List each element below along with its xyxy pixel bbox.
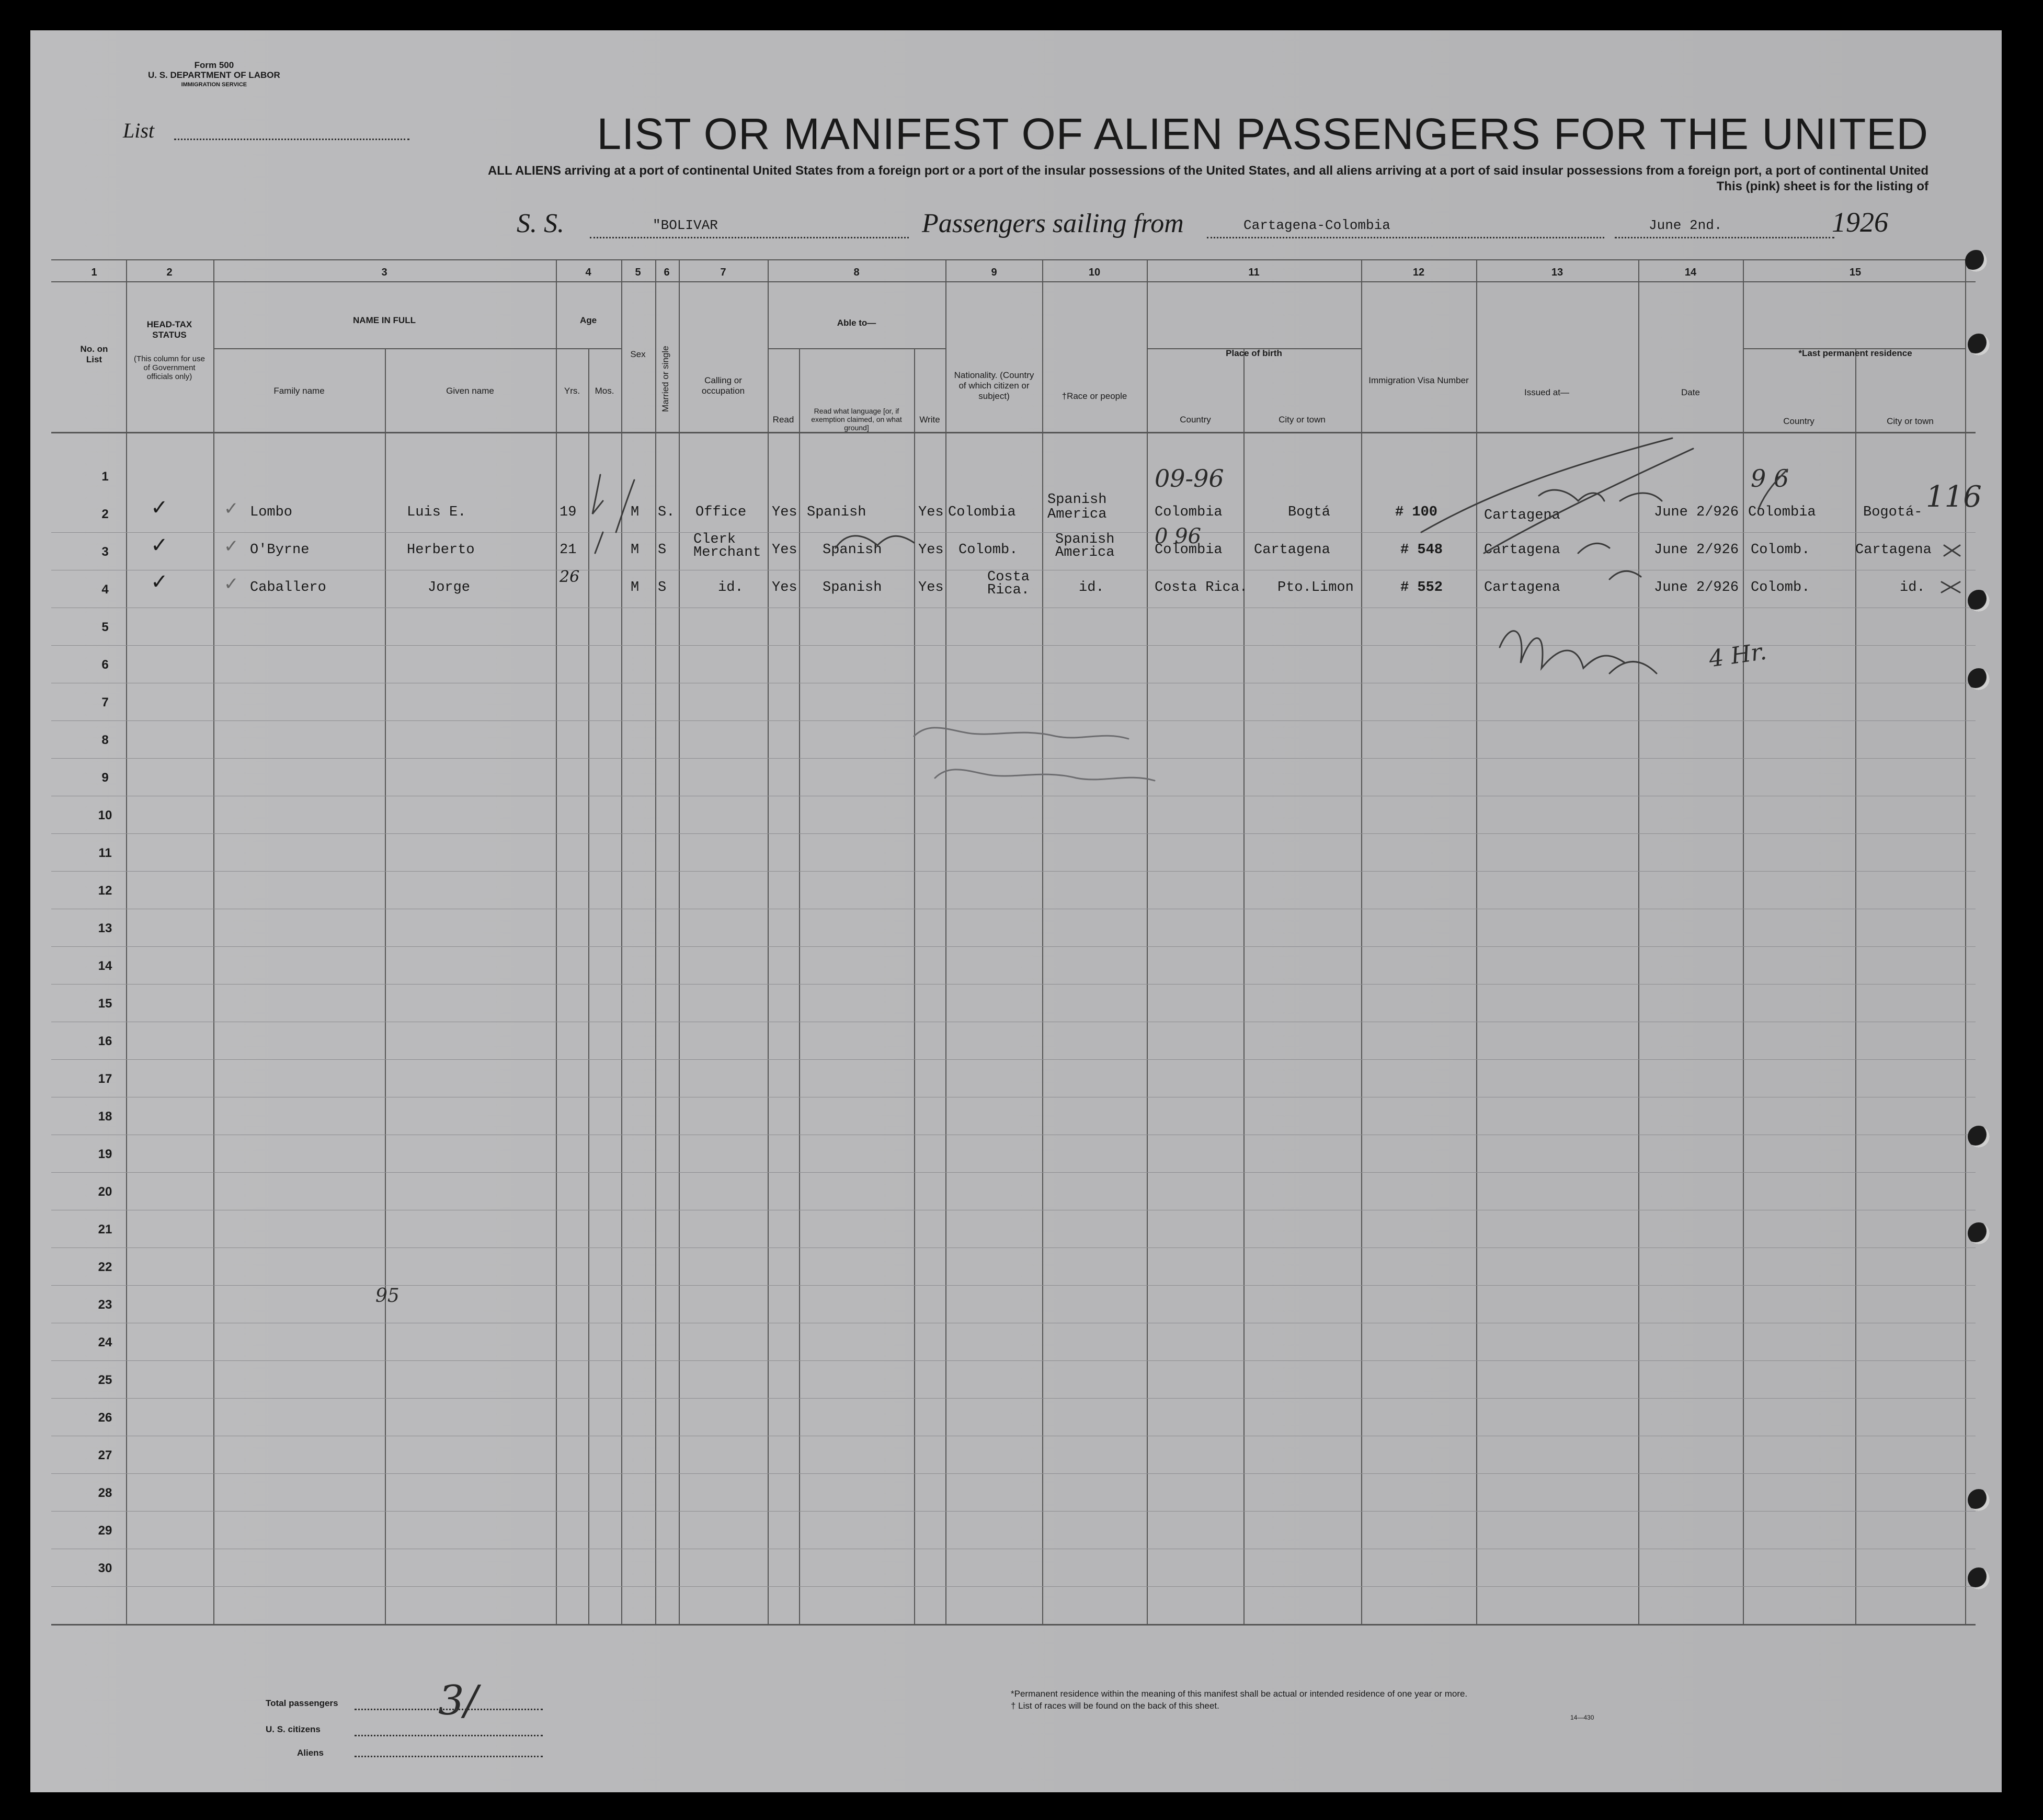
header-visa: Immigration Visa Number — [1368, 375, 1469, 385]
footnote-residence: *Permanent residence within the meaning of this manifest shall be actual or intended residence of one year or more. — [1011, 1689, 1468, 1699]
form-code: 14—430 — [1570, 1714, 1594, 1721]
page-title: LIST OR MANIFEST OF ALIEN PASSENGERS FOR THE UNITED — [597, 109, 1928, 158]
passenger-2-marital: S — [658, 542, 667, 558]
handwritten-note: 116 — [1926, 480, 1982, 514]
passenger-1-given: Luis E. — [407, 505, 466, 520]
pen-stroke — [1578, 543, 1610, 553]
passenger-3-marital: S — [658, 580, 667, 596]
colnum-7: 7 — [720, 267, 726, 278]
ss-label: S. S. — [517, 209, 564, 238]
passenger-3-read: Yes — [772, 580, 797, 596]
passenger-3-language: Spanish — [823, 580, 882, 596]
check-mark-icon: ✓ — [151, 570, 168, 594]
subtitle-line-2: This (pink) sheet is for the listing of — [1716, 179, 1928, 193]
row-number: 29 — [98, 1524, 112, 1538]
header-last-residence: *Last permanent residence — [1798, 348, 1912, 358]
passenger-1-marital: S. — [658, 505, 675, 520]
passenger-2-write: Yes — [918, 542, 944, 558]
header-nationality: Nationality. (Country of which citizen or subject) — [954, 370, 1034, 401]
pen-stroke — [935, 770, 1155, 781]
binder-hole — [1968, 334, 1990, 356]
colnum-8: 8 — [853, 267, 860, 278]
passenger-3-res-country: Colomb. — [1751, 580, 1810, 596]
passenger-3-nationality: Costa Rica. — [987, 569, 1030, 598]
row-number: 10 — [98, 808, 112, 822]
passenger-3-race: id. — [1079, 580, 1104, 596]
row-number: 11 — [98, 846, 112, 860]
passenger-2-date: June 2/926 — [1654, 542, 1739, 558]
row-number: 22 — [98, 1260, 112, 1274]
check-mark-icon: ✓ — [224, 498, 239, 519]
passenger-3-date: June 2/926 — [1654, 580, 1739, 596]
row-number: 12 — [98, 884, 112, 898]
check-mark-icon: ✓ — [224, 536, 239, 557]
sailing-year: 1926 — [1832, 207, 1888, 238]
passenger-1-visa: # 100 — [1395, 505, 1438, 520]
header-sex: Sex — [630, 349, 646, 359]
sailing-label: Passengers sailing from — [922, 209, 1184, 238]
handwritten-total: 3/ — [438, 1677, 478, 1724]
colnum-11: 11 — [1248, 267, 1260, 278]
passenger-3-write: Yes — [918, 580, 944, 596]
passenger-3-occupation: id. — [718, 580, 744, 596]
passenger-2-read: Yes — [772, 542, 797, 558]
row-number: 4 — [101, 582, 109, 597]
passenger-2-nationality: Colomb. — [958, 542, 1018, 558]
header-married: Married or single — [660, 346, 670, 412]
passenger-1-nationality: Colombia — [948, 505, 1016, 520]
row-number: 18 — [98, 1109, 112, 1124]
colnum-4: 4 — [585, 267, 591, 278]
handwriting-strokes — [30, 30, 2002, 1792]
colnum-1: 1 — [91, 267, 97, 278]
check-mark-icon: ✓ — [224, 574, 239, 594]
passenger-3-birth-city: Pto.Limon — [1277, 580, 1354, 596]
header-race: †Race or people — [1062, 391, 1127, 401]
passenger-3-sex: M — [631, 580, 640, 596]
header-birth-city: City or town — [1279, 415, 1326, 425]
binder-hole — [1968, 1567, 1990, 1589]
check-mark-icon: ✓ — [151, 533, 168, 557]
passenger-1-birth-city: Bogtá — [1288, 505, 1331, 520]
colnum-13: 13 — [1551, 267, 1563, 278]
passenger-1-language: Spanish — [807, 505, 866, 520]
row-number: 15 — [98, 997, 112, 1011]
passenger-1-sex: M — [631, 505, 640, 520]
passenger-3-family: Caballero — [250, 580, 326, 596]
passenger-2-race: Spanish America — [1055, 532, 1115, 560]
colnum-3: 3 — [381, 267, 387, 278]
row-number: 3 — [101, 545, 109, 559]
passenger-2-age: 21 — [560, 542, 577, 558]
passenger-3-res-city: id. — [1900, 580, 1925, 596]
total-passengers-blank — [355, 1709, 543, 1710]
form-number: Form 500 — [194, 60, 234, 70]
pen-stroke — [595, 532, 603, 553]
row-number: 2 — [101, 507, 109, 521]
row-number: 17 — [98, 1072, 112, 1086]
row-number: 19 — [98, 1147, 112, 1161]
pen-stroke — [914, 728, 1128, 739]
passenger-2-given: Herberto — [407, 542, 475, 558]
passenger-2-issued-at: Cartagena — [1484, 542, 1560, 558]
row-number: 13 — [98, 921, 112, 935]
passenger-1-family: Lombo — [250, 505, 293, 520]
header-able-to: Able to— — [837, 318, 876, 328]
pen-stroke — [1610, 662, 1657, 674]
colnum-9: 9 — [991, 267, 997, 278]
header-given-name: Given name — [446, 386, 494, 396]
header-head-tax: HEAD-TAX STATUS — [146, 319, 192, 340]
passenger-3-age: 26 — [560, 568, 580, 586]
passenger-1-date: June 2/926 — [1654, 505, 1739, 520]
passenger-3-visa: # 552 — [1400, 580, 1443, 596]
row-number: 25 — [98, 1373, 112, 1387]
passenger-2-visa: # 548 — [1400, 542, 1443, 558]
departure-port: Cartagena-Colombia — [1243, 218, 1390, 233]
aliens-label: Aliens — [297, 1748, 324, 1758]
pen-strokes — [592, 438, 1960, 673]
row-number: 30 — [98, 1561, 112, 1575]
list-label: List — [123, 119, 155, 142]
colnum-15: 15 — [1849, 267, 1862, 278]
header-issued-at: Issued at— — [1524, 387, 1569, 397]
us-citizens-label: U. S. citizens — [266, 1724, 321, 1734]
passenger-2-family: O'Byrne — [250, 542, 310, 558]
check-mark-icon: ✓ — [151, 496, 168, 520]
passenger-1-write: Yes — [918, 505, 944, 520]
passenger-1-res-country: Colombia — [1748, 505, 1816, 520]
header-mos: Mos. — [595, 386, 614, 396]
header-write: Write — [919, 415, 940, 425]
colnum-5: 5 — [635, 267, 641, 278]
row-number: 27 — [98, 1448, 112, 1462]
passenger-3-given: Jorge — [428, 580, 471, 596]
total-passengers-label: Total passengers — [266, 1698, 338, 1708]
pen-stroke — [1942, 582, 1960, 592]
handwritten-note: 95 — [375, 1285, 400, 1307]
row-number: 6 — [101, 658, 109, 672]
header-place-of-birth: Place of birth — [1226, 348, 1282, 358]
handwritten-note: 4 Hr. — [1707, 638, 1768, 673]
passenger-1-read: Yes — [772, 505, 797, 520]
header-res-country: Country — [1783, 416, 1814, 426]
footnote-races: † List of races will be found on the back of this sheet. — [1011, 1701, 1219, 1711]
manifest-sheet — [30, 30, 2002, 1792]
header-date: Date — [1681, 387, 1700, 397]
passenger-1-birth-country: Colombia — [1155, 505, 1223, 520]
header-head-tax-note: (This column for use of Government officials only) — [134, 354, 205, 381]
passenger-1-res-city: Bogotá- — [1863, 505, 1923, 520]
header-yrs: Yrs. — [564, 386, 580, 396]
row-number: 28 — [98, 1486, 112, 1500]
header-read: Read — [772, 415, 794, 425]
binder-hole — [1968, 668, 1990, 690]
header-read-language: Read what language [or, if exemption claimed, on what ground] — [811, 407, 902, 432]
binder-hole — [1968, 1222, 1990, 1244]
row-number: 14 — [98, 959, 112, 973]
us-citizens-blank — [355, 1735, 543, 1736]
header-name-in-full: NAME IN FULL — [353, 315, 416, 325]
header-no-on-list: No. on List — [80, 344, 108, 364]
pen-stroke — [1759, 470, 1787, 509]
passenger-2-language: Spanish — [823, 542, 882, 558]
colnum-12: 12 — [1412, 267, 1425, 278]
passenger-1-age: 19 — [560, 505, 577, 520]
passenger-2-birth-country: Colombia — [1155, 542, 1223, 558]
header-calling: Calling or occupation — [701, 375, 745, 396]
row-number: 7 — [101, 695, 109, 709]
row-number: 26 — [98, 1411, 112, 1425]
row-number: 20 — [98, 1185, 112, 1199]
pen-stroke — [1500, 631, 1625, 668]
binder-hole — [1965, 250, 1987, 272]
binder-hole — [1968, 590, 1990, 612]
faint-pen-strokes — [914, 728, 1155, 781]
row-number: 21 — [98, 1222, 112, 1237]
colnum-6: 6 — [664, 267, 670, 278]
row-number: 8 — [101, 733, 109, 747]
binder-hole — [1968, 1126, 1990, 1148]
ship-name: "BOLIVAR — [653, 218, 718, 233]
pen-stroke — [1944, 545, 1960, 556]
passenger-1-occupation: Office — [695, 505, 747, 520]
aliens-blank — [355, 1756, 543, 1757]
sailing-date: June 2nd. — [1649, 218, 1722, 233]
passenger-1-issued-at: Cartagena — [1484, 508, 1560, 523]
passenger-3-birth-country: Costa Rica. — [1155, 580, 1248, 596]
colnum-14: 14 — [1684, 267, 1697, 278]
header-res-city: City or town — [1887, 416, 1934, 426]
row-number: 5 — [101, 620, 109, 634]
header-family-name: Family name — [273, 386, 325, 396]
row-number: 1 — [101, 470, 109, 484]
passenger-2-res-country: Colomb. — [1751, 542, 1810, 558]
pen-stroke — [616, 480, 634, 532]
binder-hole — [1968, 1489, 1990, 1511]
passenger-2-occupation: Clerk Merchant — [693, 532, 761, 560]
passenger-2-sex: M — [631, 542, 640, 558]
header-birth-country: Country — [1180, 415, 1211, 425]
handwritten-note: 0 96 — [1155, 524, 1202, 548]
pen-stroke — [836, 536, 914, 548]
colnum-2: 2 — [166, 267, 173, 278]
passenger-1-race: Spanish America — [1047, 492, 1107, 522]
pen-stroke — [1610, 571, 1641, 579]
passenger-3-issued-at: Cartagena — [1484, 580, 1560, 596]
subtitle-line-1: ALL ALIENS arriving at a port of continental United States from a foreign port or a port of the insular possessions of the United States, and all aliens arriving at a port of said insular possessions from a foreign port, a port of continental United — [487, 164, 1928, 178]
form-department: U. S. DEPARTMENT OF LABOR — [148, 70, 280, 80]
header-age: Age — [579, 315, 597, 325]
row-number: 23 — [98, 1298, 112, 1312]
form-service: IMMIGRATION SERVICE — [181, 82, 247, 88]
row-number: 9 — [101, 771, 109, 785]
pen-stroke — [592, 475, 603, 514]
handwritten-note: 9 6 — [1751, 464, 1789, 493]
colnum-10: 10 — [1088, 267, 1101, 278]
row-number: 24 — [98, 1335, 112, 1349]
passenger-2-res-city: Cartagena — [1855, 542, 1932, 558]
handwritten-note: 09-96 — [1155, 464, 1224, 493]
pen-stroke — [1620, 493, 1662, 501]
row-number: 16 — [98, 1034, 112, 1048]
passenger-2-birth-city: Cartagena — [1254, 542, 1330, 558]
